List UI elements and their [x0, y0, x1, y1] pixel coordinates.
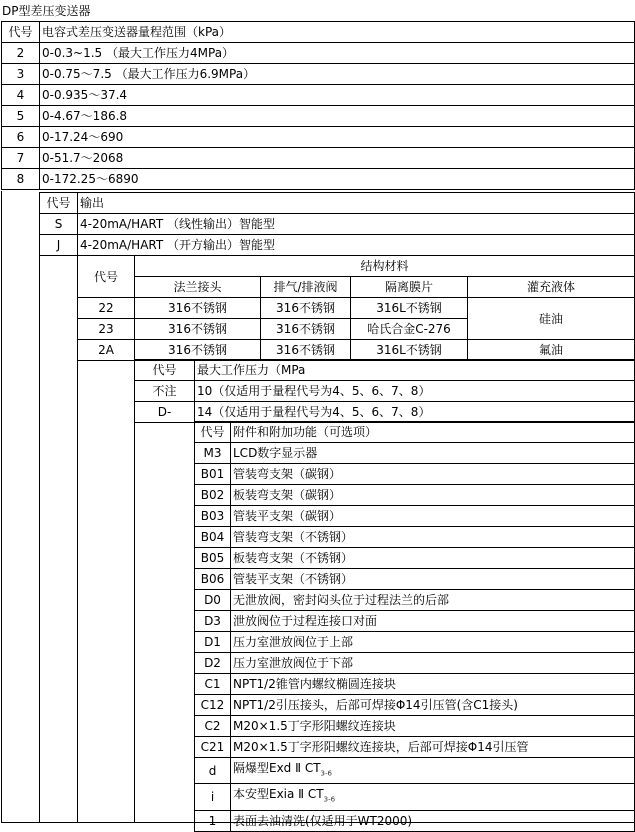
- accessory-code: D1: [195, 632, 231, 653]
- range-row: [2, 127, 635, 148]
- range-row: [2, 169, 635, 190]
- range-code: 2: [2, 43, 40, 64]
- material-row: [78, 340, 635, 361]
- range-code: 8: [2, 169, 40, 190]
- flange-material: 316不锈钢: [135, 298, 261, 319]
- accessory-code: C2: [195, 716, 231, 737]
- range-code: 4: [2, 85, 40, 106]
- range-desc: 0-0.3~1.5 （最大工作压力4MPa）: [40, 43, 635, 64]
- accessory-code: B05: [195, 548, 231, 569]
- diaphragm-material: 316L不锈钢: [351, 340, 468, 361]
- accessory-desc: 管装平支架（不锈钢）: [231, 569, 635, 590]
- acc-row: [195, 527, 635, 548]
- valve-material: 316不锈钢: [261, 298, 351, 319]
- accessory-code: 1: [195, 810, 231, 831]
- output-desc: 4-20mA/HART （线性输出）智能型: [78, 214, 635, 235]
- range-desc: 0-17.24～690: [40, 127, 635, 148]
- output-code: S: [40, 214, 78, 235]
- accessory-code: C21: [195, 737, 231, 758]
- range-code: 7: [2, 148, 40, 169]
- range-row: [2, 148, 635, 169]
- range-row: [2, 43, 635, 64]
- acc-row: [195, 695, 635, 716]
- valve-material: 316不锈钢: [261, 340, 351, 361]
- accessory-code: B01: [195, 464, 231, 485]
- accessory-code: d: [195, 758, 231, 784]
- output-desc: 4-20mA/HART （开方输出）智能型: [78, 235, 635, 256]
- acc-row: [195, 485, 635, 506]
- accessory-code: B02: [195, 485, 231, 506]
- output-header-row: [40, 193, 635, 214]
- output-row: [40, 214, 635, 235]
- range-code-header: 代号: [2, 22, 40, 43]
- left-border-material: [39, 254, 40, 823]
- valve-header: 排气/排液阀: [261, 277, 351, 298]
- range-desc: 0-0.935～37.4: [40, 85, 635, 106]
- range-table: [1, 21, 635, 190]
- accessory-desc: 泄放阀位于过程连接口对面: [231, 611, 635, 632]
- flange-material: 316不锈钢: [135, 340, 261, 361]
- accessory-desc: 管装弯支架（不锈钢）: [231, 527, 635, 548]
- flange-header: 法兰接头: [135, 277, 261, 298]
- temperature-class-subscript: 3-6: [323, 795, 336, 804]
- left-border-output: [1, 191, 2, 823]
- accessory-code: i: [195, 784, 231, 810]
- acc-row: [195, 590, 635, 611]
- accessory-code: B06: [195, 569, 231, 590]
- accessory-desc: 隔爆型Exd Ⅱ $CT_{3-6}$: [231, 758, 635, 784]
- accessory-desc: 本安型Exia Ⅱ $CT_{3-6}$: [231, 784, 635, 810]
- accessory-desc: NPT1/2锥管内螺纹椭圆连接块: [231, 674, 635, 695]
- material-group-header: 结构材料: [135, 256, 635, 277]
- bottom-border: [1, 822, 634, 823]
- range-desc: 0-4.67～186.8: [40, 106, 635, 127]
- accessory-desc: 管装弯支架（碳钢）: [231, 464, 635, 485]
- accessory-desc: M20×1.5丁字形阳螺纹连接块: [231, 716, 635, 737]
- acc-row: [195, 674, 635, 695]
- material-code-header: 代号: [78, 256, 135, 298]
- acc-row: [195, 548, 635, 569]
- pressure-code: 不注: [135, 381, 195, 402]
- range-desc: 0-172.25～6890: [40, 169, 635, 190]
- output-table: [39, 192, 635, 256]
- material-table: [77, 255, 635, 361]
- range-row: [2, 106, 635, 127]
- material-col-header-row: [78, 277, 635, 298]
- valve-material: 316不锈钢: [261, 319, 351, 340]
- pressure-header-row: [135, 360, 635, 381]
- accessory-desc: 板装弯支架（碳钢）: [231, 485, 635, 506]
- range-row: [2, 64, 635, 85]
- accessory-code: D0: [195, 590, 231, 611]
- range-code: 3: [2, 64, 40, 85]
- material-code: 23: [78, 319, 135, 340]
- acc-row: [195, 716, 635, 737]
- diaphragm-material: 316L不锈钢: [351, 298, 468, 319]
- fill-fluid-header: 灌充液体: [468, 277, 635, 298]
- accessory-desc: NPT1/2引压接头，后部可焊接Φ14引压管(含C1接头): [231, 695, 635, 716]
- accessory-code: C1: [195, 674, 231, 695]
- material-code: 2A: [78, 340, 135, 361]
- range-code: 6: [2, 127, 40, 148]
- accessory-desc: 无泄放阀，密封闷头位于过程法兰的后部: [231, 590, 635, 611]
- flange-material: 316不锈钢: [135, 319, 261, 340]
- diaphragm-material: 哈氏合金C-276: [351, 319, 468, 340]
- accessory-code: B04: [195, 527, 231, 548]
- output-code: J: [40, 235, 78, 256]
- material-code: 22: [78, 298, 135, 319]
- temperature-class-subscript: 3-6: [320, 769, 332, 778]
- accessory-desc: 表面去油清洗(仅适用于WT2000): [231, 810, 635, 831]
- fill-fluid-fluorine: 氟油: [468, 340, 635, 361]
- accessory-code-header: 代号: [195, 422, 231, 443]
- accessory-desc: LCD数字显示器: [231, 443, 635, 464]
- acc-row: [195, 506, 635, 527]
- diaphragm-header: 隔离膜片: [351, 277, 468, 298]
- pressure-row: [135, 402, 635, 423]
- accessories-header-row: [195, 422, 635, 443]
- acc-row: [195, 611, 635, 632]
- acc-row: [195, 443, 635, 464]
- acc-row: [195, 758, 635, 784]
- accessory-code: D2: [195, 653, 231, 674]
- accessory-desc: 压力室泄放阀位于上部: [231, 632, 635, 653]
- acc-row: [195, 569, 635, 590]
- range-desc-header: 电容式差压变送器量程范围（kPa）: [40, 22, 635, 43]
- fill-fluid-silicone: 硅油: [468, 298, 635, 340]
- accessory-desc: M20×1.5丁字形阳螺纹连接块，后部可焊接Φ14引压管: [231, 737, 635, 758]
- range-desc: 0-0.75～7.5 （最大工作压力6.9MPa）: [40, 64, 635, 85]
- pressure-desc: 14（仅适用于量程代号为4、5、6、7、8）: [195, 402, 635, 423]
- accessory-desc: 板装弯支架（不锈钢）: [231, 548, 635, 569]
- accessory-code: C12: [195, 695, 231, 716]
- pressure-desc-header: 最大工作压力（MPa: [195, 360, 635, 381]
- page-title: DP型差压变送器: [2, 4, 91, 18]
- acc-row: [195, 737, 635, 758]
- range-header-row: [2, 22, 635, 43]
- left-border-pressure: [77, 358, 78, 823]
- pressure-row: [135, 381, 635, 402]
- accessory-code: M3: [195, 443, 231, 464]
- accessory-code: D3: [195, 611, 231, 632]
- range-code: 5: [2, 106, 40, 127]
- range-desc: 0-51.7～2068: [40, 148, 635, 169]
- accessory-desc: 压力室泄放阀位于下部: [231, 653, 635, 674]
- output-row: [40, 235, 635, 256]
- acc-row: [195, 810, 635, 831]
- acc-row: [195, 784, 635, 810]
- pressure-code-header: 代号: [135, 360, 195, 381]
- pressure-code: D-: [135, 402, 195, 423]
- acc-row: [195, 632, 635, 653]
- accessory-code: B03: [195, 506, 231, 527]
- pressure-table: [134, 359, 635, 423]
- material-group-header-row: [78, 256, 635, 277]
- material-row: [78, 298, 635, 319]
- pressure-desc: 10（仅适用于量程代号为4、5、6、7、8）: [195, 381, 635, 402]
- left-border-accessories: [134, 420, 135, 823]
- acc-row: [195, 464, 635, 485]
- acc-row: [195, 653, 635, 674]
- accessory-desc: 管装平支架（碳钢）: [231, 506, 635, 527]
- accessories-table: [194, 421, 635, 832]
- output-desc-header: 输出: [78, 193, 635, 214]
- output-code-header: 代号: [40, 193, 78, 214]
- range-row: [2, 85, 635, 106]
- accessory-desc-header: 附件和附加功能（可选项）: [231, 422, 635, 443]
